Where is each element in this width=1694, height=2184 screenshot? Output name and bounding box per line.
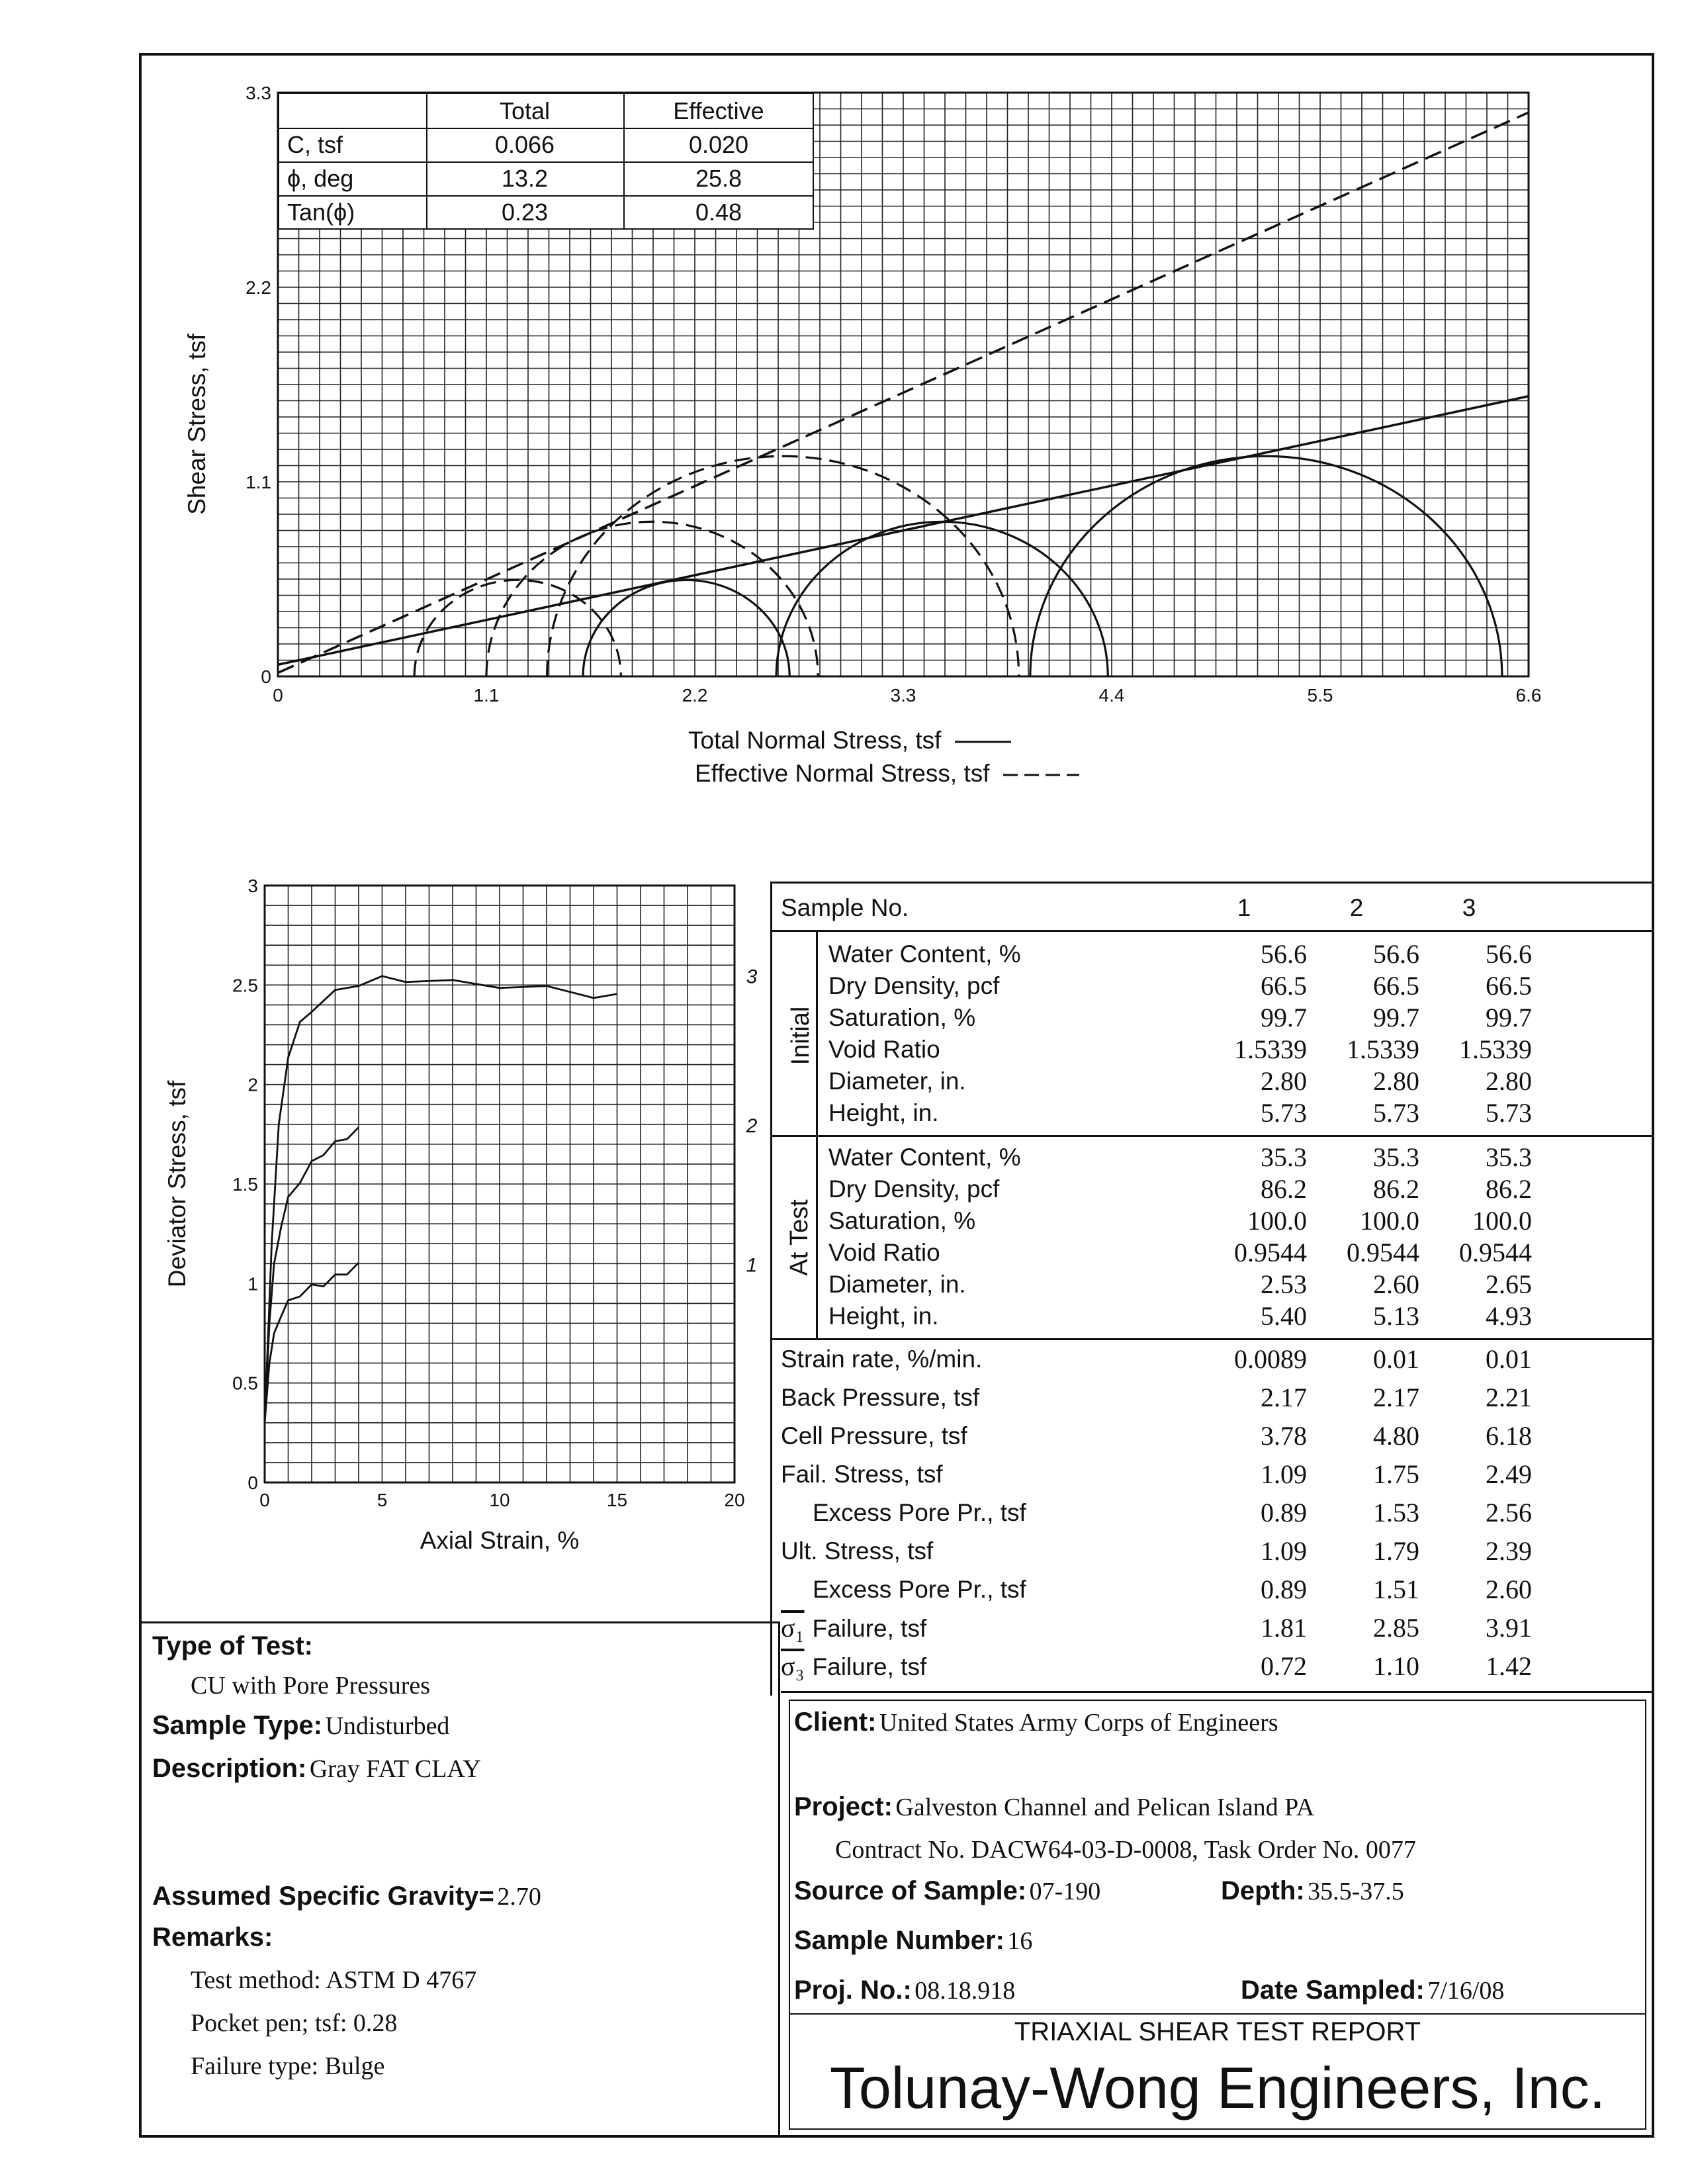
table-cell: 4.80 (1373, 1421, 1419, 1451)
table-cell: 35.3 (1373, 1142, 1419, 1172)
table-cell: 2.60 (1486, 1574, 1532, 1604)
table-row-label (828, 1300, 939, 1332)
y-tick-label: 2.2 (245, 277, 271, 298)
stress-strain-chart (0, 847, 774, 1575)
table-row-label-text: Water Content, % (828, 1144, 1021, 1171)
sample-number-line (794, 1926, 1032, 1956)
table-cell: 2.49 (1486, 1459, 1532, 1489)
curve-id-label: 1 (746, 1254, 758, 1277)
type-of-test-label: Type of Test: (152, 1631, 313, 1661)
y-tick-label: 0.5 (232, 1373, 258, 1394)
table-row-label-text: Excess Pore Pr., tsf (813, 1576, 1026, 1603)
table-cell: 3.91 (1486, 1613, 1532, 1643)
mohr-effective-value: 0.48 (695, 199, 742, 226)
table-cell: 2.53 (1261, 1269, 1307, 1299)
table-row-label (828, 1066, 966, 1097)
table-row-label (828, 1002, 975, 1034)
depth-label: Depth: (1221, 1876, 1305, 1905)
mohr-total-value: 0.23 (501, 199, 549, 226)
table-row-label (781, 1535, 933, 1567)
table-row-label (813, 1497, 1026, 1529)
table-cell: 2.60 (1373, 1269, 1419, 1299)
table-row-label-text: Dry Density, pcf (828, 1175, 1000, 1203)
table-cell: 0.9544 (1459, 1238, 1532, 1267)
table-row-label (828, 1097, 939, 1129)
table-cell: 6.18 (1486, 1421, 1532, 1451)
table-cell: 1.5339 (1459, 1034, 1532, 1064)
table-cell: 1.51 (1373, 1574, 1419, 1604)
table-cell: 100.0 (1360, 1206, 1419, 1236)
table-row-label-text: Saturation, % (828, 1004, 976, 1031)
table-row-label-text: Fail. Stress, tsf (781, 1461, 943, 1488)
table-cell: 1.5339 (1347, 1034, 1419, 1064)
y-tick-label: 0 (247, 1473, 258, 1493)
table-row-label (813, 1574, 1026, 1606)
table-row-label (828, 1142, 1021, 1173)
description-label: Description: (152, 1754, 307, 1783)
curve-id-label: 2 (746, 1115, 758, 1137)
mohr-effective-value: 25.8 (695, 165, 742, 192)
table-row-label-text: Saturation, % (828, 1207, 976, 1234)
project-label: Project: (794, 1792, 893, 1821)
table-row-label (781, 1612, 926, 1644)
y-tick-label: 1.5 (232, 1174, 258, 1195)
company-name: Tolunay-Wong Engineers, Inc. (829, 2055, 1606, 2120)
table-cell: 86.2 (1261, 1174, 1307, 1204)
x-tick-label: 15 (606, 1490, 628, 1510)
stress-strain-curve-3 (265, 976, 617, 1423)
table-cell: 56.6 (1261, 939, 1307, 969)
depth-line (1221, 1876, 1404, 1906)
y-axis-label: Shear Stress, tsf (183, 334, 210, 515)
sample-number-value: 16 (1007, 1927, 1033, 1955)
table-cell: 99.7 (1261, 1003, 1307, 1032)
table-row-label-text: Water Content, % (828, 940, 1021, 968)
x-label-effective: Effective Normal Stress, tsf (695, 760, 990, 787)
table-row-label-text: Height, in. (828, 1099, 939, 1126)
table-cell: 2.17 (1261, 1383, 1307, 1412)
table-cell: 99.7 (1373, 1003, 1419, 1032)
y-tick-label: 1 (247, 1273, 258, 1295)
table-cell: 35.3 (1486, 1142, 1532, 1172)
y-axis-label: Deviator Stress, tsf (163, 1080, 191, 1288)
table-cell: 1.81 (1261, 1613, 1307, 1643)
table-cell: 1.5339 (1234, 1034, 1307, 1064)
remark-line: Pocket pen; tsf: 0.28 (191, 2009, 398, 2037)
table-cell: 1.75 (1373, 1459, 1419, 1489)
type-of-test-value: CU with Pore Pressures (191, 1672, 431, 1700)
table-row-label (781, 1420, 967, 1452)
x-tick-label: 2.2 (682, 685, 708, 705)
initial-group-label: Initial (787, 1006, 815, 1066)
mohr-circle-effective (486, 522, 818, 676)
mohr-total-value: 0.066 (494, 131, 555, 158)
sample-no-1: 1 (1237, 894, 1251, 921)
table-cell: 2.85 (1373, 1613, 1419, 1643)
sample-no-2: 2 (1349, 894, 1364, 921)
table-cell: 0.01 (1373, 1344, 1419, 1374)
table-cell: 66.5 (1486, 971, 1532, 1001)
table-row-label-text: Height, in. (828, 1302, 939, 1330)
y-tick-label: 1.1 (245, 472, 271, 492)
table-cell: 0.9544 (1347, 1238, 1419, 1267)
mohr-header-total: Total (499, 97, 551, 124)
table-cell: 56.6 (1373, 939, 1419, 969)
x-tick-label: 5.5 (1307, 685, 1333, 705)
remark-line: Failure type: Bulge (191, 2052, 385, 2080)
table-cell: 86.2 (1486, 1174, 1532, 1204)
mohr-param-label: Tan(ϕ) (287, 199, 355, 226)
table-row-label-text: Cell Pressure, tsf (781, 1422, 967, 1449)
table-cell: 5.40 (1261, 1301, 1307, 1331)
table-cell: 0.9544 (1234, 1238, 1307, 1267)
proj-no-value: 08.18.918 (914, 1977, 1016, 2005)
project-value: Galveston Channel and Pelican Island PA (895, 1794, 1315, 1821)
table-row-label (781, 1651, 926, 1682)
x-tick-label: 1.1 (473, 685, 500, 705)
remarks-label: Remarks: (152, 1923, 273, 1952)
table-cell: 1.10 (1373, 1651, 1419, 1681)
table-cell: 2.80 (1486, 1066, 1532, 1096)
table-cell: 2.17 (1373, 1383, 1419, 1412)
table-cell: 66.5 (1261, 971, 1307, 1001)
table-cell: 56.6 (1486, 939, 1532, 969)
mohr-circle-total (1030, 456, 1502, 676)
table-row-label-text: Diameter, in. (828, 1271, 966, 1298)
report-title: TRIAXIAL SHEAR TEST REPORT (1014, 2017, 1421, 2046)
mohr-circle-chart (0, 0, 1694, 847)
table-cell: 5.73 (1261, 1098, 1307, 1128)
table-row-label-text: Excess Pore Pr., tsf (813, 1499, 1026, 1526)
depth-value: 35.5-37.5 (1308, 1878, 1404, 1905)
table-cell: 5.73 (1373, 1098, 1419, 1128)
table-row-label-text: Strain rate, %/min. (781, 1345, 983, 1373)
client-line (794, 1707, 1278, 1737)
date-label: Date Sampled: (1241, 1976, 1425, 2005)
table-cell: 66.5 (1373, 971, 1419, 1001)
sample-no-label: Sample No. (781, 894, 909, 921)
proj-no-label: Proj. No.: (794, 1976, 912, 2005)
y-tick-label: 2 (247, 1074, 258, 1095)
x-tick-label: 5 (377, 1490, 388, 1510)
table-row-label (781, 1459, 943, 1490)
table-cell: 0.01 (1486, 1344, 1532, 1374)
specific-gravity-value: 2.70 (497, 1883, 541, 1911)
proj-no-line (794, 1976, 1015, 2005)
mohr-total-value: 13.2 (501, 165, 549, 192)
x-axis-label: Axial Strain, % (420, 1527, 580, 1554)
table-row-label-text: Back Pressure, tsf (781, 1384, 980, 1411)
x-tick-label: 3.3 (890, 685, 916, 705)
table-cell: 0.89 (1261, 1574, 1307, 1604)
table-row-label (781, 1382, 979, 1414)
table-cell: 100.0 (1247, 1206, 1307, 1236)
table-row-label-text: Void Ratio (828, 1239, 940, 1266)
table-cell: 0.72 (1261, 1651, 1307, 1681)
table-cell: 1.09 (1261, 1536, 1307, 1566)
y-tick-label: 3 (247, 876, 258, 896)
mohr-header-effective: Effective (673, 97, 764, 124)
y-tick-label: 3.3 (245, 83, 271, 103)
table-row-label-text: Failure, tsf (812, 1615, 927, 1642)
description-value: Gray FAT CLAY (309, 1755, 481, 1783)
table-row-label-text: Diameter, in. (828, 1068, 966, 1095)
table-row-label (828, 1205, 975, 1237)
table-row-label (828, 1034, 940, 1066)
x-tick-label: 0 (259, 1490, 270, 1510)
table-cell: 100.0 (1472, 1206, 1532, 1236)
sigma-symbol: σ₁ (781, 1613, 805, 1643)
specific-gravity-label: Assumed Specific Gravity= (152, 1882, 494, 1911)
table-row-label-text: Ult. Stress, tsf (781, 1537, 934, 1565)
mohr-summary-table (278, 93, 814, 230)
table-cell: 3.78 (1261, 1421, 1307, 1451)
table-row-label (828, 1269, 966, 1300)
curve-id-label: 3 (746, 966, 758, 988)
table-cell: 2.39 (1486, 1536, 1532, 1566)
x-tick-label: 0 (273, 685, 283, 705)
table-cell: 1.09 (1261, 1459, 1307, 1489)
table-row-label (828, 1173, 999, 1205)
table-cell: 35.3 (1261, 1142, 1307, 1172)
x-tick-label: 20 (724, 1490, 745, 1510)
project-line (794, 1792, 1314, 1822)
date-line (1241, 1976, 1504, 2005)
x-tick-label: 10 (489, 1490, 510, 1510)
x-tick-label: 6.6 (1515, 685, 1542, 705)
table-cell: 2.21 (1486, 1383, 1532, 1412)
table-row-label (828, 1237, 940, 1269)
table-cell: 2.65 (1486, 1269, 1532, 1299)
table-row-label (828, 938, 1021, 970)
y-tick-label: 2.5 (232, 975, 258, 996)
y-tick-label: 0 (261, 666, 271, 687)
table-cell: 2.80 (1261, 1066, 1307, 1096)
table-row-label (828, 970, 999, 1002)
sample-type-value: Undisturbed (325, 1712, 450, 1740)
table-cell: 99.7 (1486, 1003, 1532, 1032)
table-cell: 1.42 (1486, 1651, 1532, 1681)
mohr-effective-value: 0.020 (688, 131, 749, 158)
remark-line: Test method: ASTM D 4767 (191, 1966, 477, 1994)
sample-number-label: Sample Number: (794, 1926, 1004, 1955)
table-cell: 2.56 (1486, 1498, 1532, 1527)
table-cell: 1.53 (1373, 1498, 1419, 1527)
mohr-circle-total (776, 522, 1108, 676)
x-label-total: Total Normal Stress, tsf (688, 727, 942, 754)
table-cell: 1.79 (1373, 1536, 1419, 1566)
date-value: 7/16/08 (1427, 1977, 1505, 2005)
sample-no-3: 3 (1462, 894, 1476, 921)
sigma-symbol: σ₃ (781, 1651, 805, 1681)
source-line (794, 1876, 1100, 1906)
client-label: Client: (794, 1707, 877, 1737)
table-cell: 5.73 (1486, 1098, 1532, 1128)
mohr-param-label: C, tsf (287, 131, 343, 158)
source-label: Source of Sample: (794, 1876, 1027, 1905)
table-row-label-text: Failure, tsf (812, 1653, 927, 1680)
table-row-label-text: Void Ratio (828, 1036, 940, 1063)
table-cell: 86.2 (1373, 1174, 1419, 1204)
table-cell: 0.0089 (1234, 1344, 1307, 1374)
x-tick-label: 4.4 (1098, 685, 1125, 705)
table-cell: 2.80 (1373, 1066, 1419, 1096)
at-test-group-label: At Test (785, 1199, 813, 1276)
table-row-label-text: Dry Density, pcf (828, 972, 1000, 999)
table-cell: 4.93 (1486, 1301, 1532, 1331)
table-cell: 5.13 (1373, 1301, 1419, 1331)
contract-line: Contract No. DACW64-03-D-0008, Task Order No. 0077 (835, 1836, 1416, 1864)
source-value: 07-190 (1029, 1878, 1101, 1905)
table-cell: 0.89 (1261, 1498, 1307, 1527)
client-value: United States Army Corps of Engineers (879, 1709, 1278, 1737)
mohr-param-label: ϕ, deg (287, 165, 354, 192)
table-row-label (781, 1343, 982, 1375)
sample-type-label: Sample Type: (152, 1711, 323, 1740)
